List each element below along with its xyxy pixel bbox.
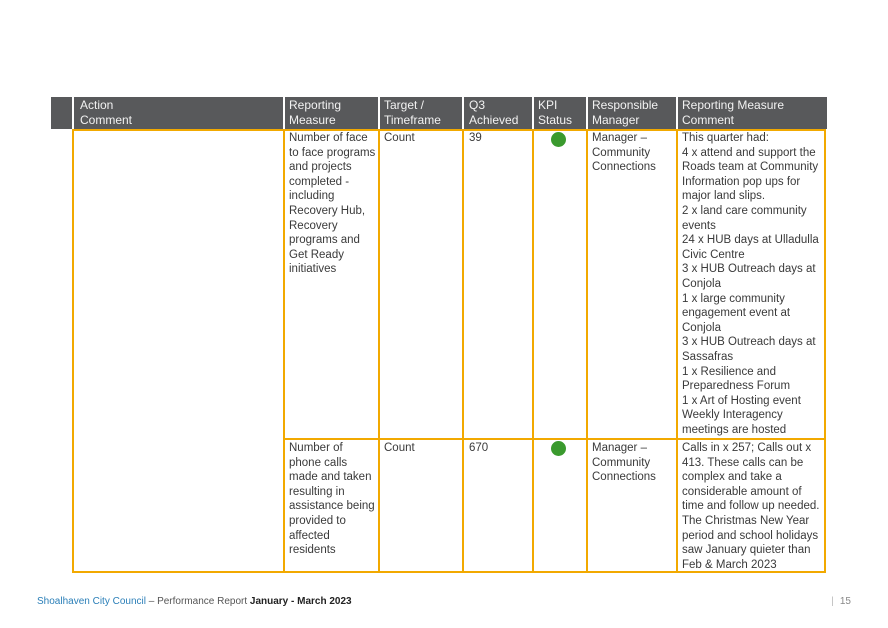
footer-period: January - March 2023: [249, 596, 352, 607]
achieved-cell: 39: [469, 132, 482, 144]
footer: [37, 596, 352, 607]
manager-cell: Manager – Community Connections: [592, 442, 656, 484]
column-border: [378, 129, 380, 573]
kpi-status-green-icon: [551, 132, 566, 147]
reporting-measure-cell: Number of face to face programs and projects completed - including Recovery Hub, Recovery programs and Get Ready initiatives: [289, 132, 376, 276]
comment-cell: Calls in x 257; Calls out x 413. These calls can be complex and take a considerable amount of time and follow up needed. The Christmas New Year period and school holidays saw January quieter than Feb & March 2023: [682, 442, 820, 571]
column-border: [72, 129, 74, 573]
header-divider: [283, 97, 285, 129]
comment-cell: This quarter had: 4 x attend and support the Roads team at Community Information pop ups for major land slips. 2 x land care community events 24 x HUB days at Ulladulla Civic Centre 3 x HUB Outreach days at Conjola 1 x large community engagement event at Conjola 3 x HUB Outreach days at Sassafras 1 x Resilience and Preparedness Forum 1 x Art of Hosting event Weekly Interagency meetings are hosted: [682, 132, 819, 436]
column-border: [532, 129, 534, 573]
header-target: Target / Timeframe: [384, 98, 441, 127]
manager-cell: Manager – Community Connections: [592, 132, 656, 174]
target-cell: Count: [384, 442, 415, 454]
reporting-measure-cell: Number of phone calls made and taken resulting in assistance being provided to affected residents: [289, 442, 375, 557]
footer-separator: – Performance Report: [145, 596, 250, 607]
column-border: [676, 129, 678, 573]
header-kpi-status: KPI Status: [538, 98, 573, 127]
column-border: [586, 129, 588, 573]
header-divider: [462, 97, 464, 129]
column-border: [824, 129, 826, 573]
kpi-status-green-icon: [551, 441, 566, 456]
header-reporting-measure: Reporting Measure: [289, 98, 342, 127]
column-border: [283, 129, 285, 573]
target-cell: Count: [384, 132, 415, 144]
header-divider: [72, 97, 74, 129]
header-divider: [676, 97, 678, 129]
row-divider: [284, 438, 826, 440]
header-divider: [378, 97, 380, 129]
header-divider: [586, 97, 588, 129]
header-action-comment: Action Comment: [80, 98, 133, 127]
page-number-divider: |: [831, 596, 834, 607]
achieved-cell: 670: [469, 442, 489, 454]
header-achieved: Q3 Achieved: [469, 98, 519, 127]
page-number: [831, 596, 851, 607]
header-comment: Reporting Measure Comment: [682, 98, 785, 127]
column-border: [462, 129, 464, 573]
footer-org: Shoalhaven City Council: [37, 596, 146, 607]
header-manager: Responsible Manager: [592, 98, 659, 127]
header-divider: [532, 97, 534, 129]
page-number-value: 15: [839, 596, 851, 607]
